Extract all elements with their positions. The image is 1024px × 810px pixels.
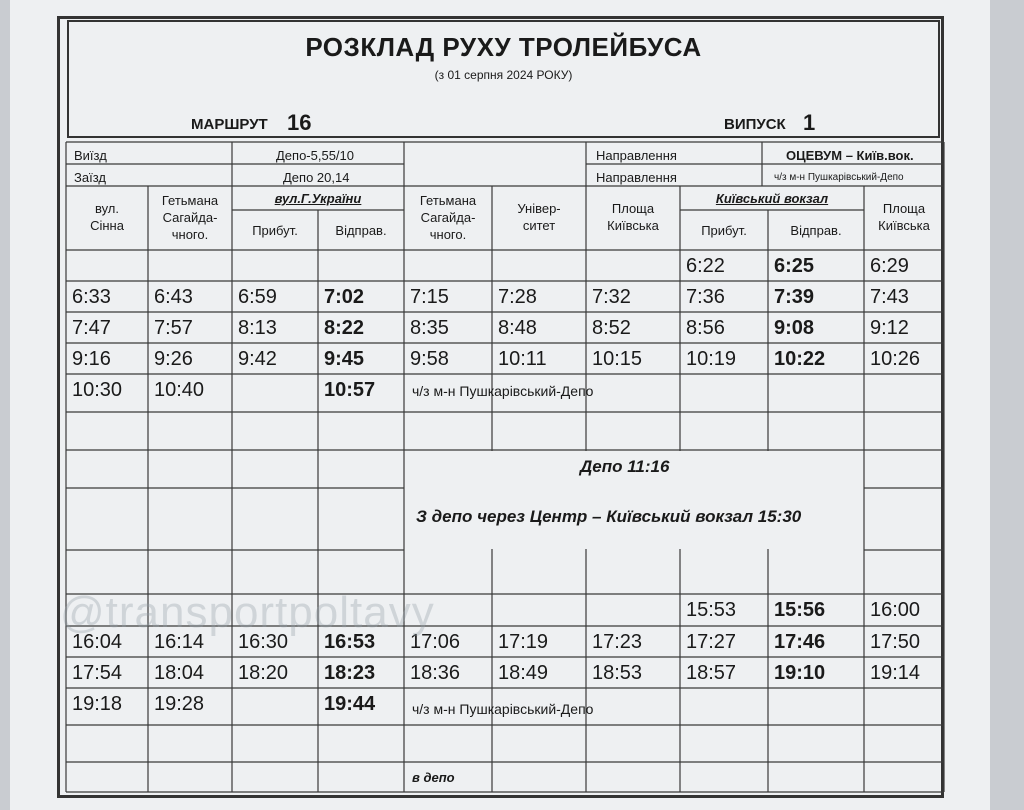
time-cell: 9:08 (774, 317, 815, 339)
time-cell: 7:43 (870, 286, 909, 308)
time-cell: 6:33 (72, 286, 111, 308)
time-cell: 10:57 (324, 379, 376, 401)
time-cell: 18:49 (498, 662, 549, 684)
time-cell: 10:22 (774, 348, 826, 370)
time-cell: 16:14 (154, 631, 205, 653)
entry-label: Заїзд (74, 170, 106, 185)
col-header-arrival-1: Прибут. (252, 223, 298, 238)
time-cell: 17:23 (592, 631, 643, 653)
time-cell: 17:06 (410, 631, 461, 653)
time-cell: 19:14 (870, 662, 921, 684)
time-cell: 6:25 (774, 255, 815, 277)
time-cell: 19:10 (774, 662, 826, 684)
time-cell: 18:20 (238, 662, 289, 684)
direction-value-2: ч/з м-н Пушкарівський-Депо (774, 172, 904, 183)
time-cell: 8:22 (324, 317, 365, 339)
time-cell: 7:57 (154, 317, 193, 339)
time-cell: 19:28 (154, 693, 205, 715)
note-row5: ч/з м-н Пушкарівський-Депо (412, 383, 594, 399)
time-cell: 10:15 (592, 348, 643, 370)
time-cell: 18:23 (324, 662, 376, 684)
time-cell: 10:40 (154, 379, 205, 401)
from-depot-note: З депо через Центр – Київський вокзал 15:30 (416, 507, 802, 526)
page-title: РОЗКЛАД РУХУ ТРОЛЕЙБУСА (305, 32, 702, 62)
col-header-hetmana-2: Гетьмана Сагайда- чного. (419, 193, 477, 242)
time-cell: 19:44 (324, 693, 376, 715)
time-cell: 9:58 (410, 348, 449, 370)
time-cell: 19:18 (72, 693, 123, 715)
time-cell: 18:36 (410, 662, 461, 684)
issue-label: ВИПУСК (724, 116, 786, 133)
time-cell: 18:53 (592, 662, 643, 684)
time-cell: 7:47 (72, 317, 111, 339)
col-group-station: Київський вокзал (715, 191, 829, 206)
watermark: @transportpoltavy (60, 588, 435, 637)
time-cell: 6:59 (238, 286, 277, 308)
time-cell: 16:04 (72, 631, 123, 653)
time-cell: 9:26 (154, 348, 193, 370)
time-cell: 6:43 (154, 286, 193, 308)
col-header-sinna: вул. Сінна (90, 201, 124, 233)
depot-note: Депо 11:16 (580, 457, 670, 476)
time-cell: 7:02 (324, 286, 365, 308)
direction-label-1: Направлення (596, 148, 677, 163)
time-cell: 16:30 (238, 631, 289, 653)
time-cell: 6:22 (686, 255, 725, 277)
col-header-kyivska: Площа Київська (607, 201, 659, 233)
exit-value: Депо-5,55/10 (276, 148, 355, 163)
time-cell: 17:50 (870, 631, 921, 653)
time-cell: 7:15 (410, 286, 449, 308)
col-group-ukrainy: вул.Г.України (274, 191, 362, 206)
col-header-departure-1: Відправ. (335, 223, 387, 238)
time-cell: 10:19 (686, 348, 737, 370)
col-header-arrival-2: Прибут. (701, 223, 747, 238)
issue-number: 1 (803, 110, 816, 135)
time-cell: 18:04 (154, 662, 205, 684)
time-cell: 7:32 (592, 286, 631, 308)
note-row-last: ч/з м-н Пушкарівський-Депо (412, 701, 594, 717)
time-cell: 9:16 (72, 348, 111, 370)
time-cell: 7:28 (498, 286, 537, 308)
col-header-hetmana: Гетьмана Сагайда- чного. (161, 193, 219, 242)
col-header-departure-2: Відправ. (790, 223, 842, 238)
entry-value: Депо 20,14 (283, 170, 350, 185)
direction-value-1: ОЦЕВУМ – Київ.вок. (786, 148, 914, 163)
time-cell: 17:19 (498, 631, 549, 653)
time-cell: 10:11 (498, 348, 547, 370)
page-subtitle: (з 01 серпня 2024 РОКУ) (434, 68, 573, 82)
time-cell: 9:45 (324, 348, 365, 370)
col-header-university: Універ- ситет (517, 201, 561, 233)
time-cell: 16:00 (870, 599, 921, 621)
time-cell: 8:52 (592, 317, 631, 339)
time-cell: 8:56 (686, 317, 725, 339)
time-cell: 10:26 (870, 348, 921, 370)
direction-label-2: Направлення (596, 170, 677, 185)
time-cell: 17:54 (72, 662, 123, 684)
col-header-kyivska-2: Площа Київська (878, 201, 930, 233)
to-depot-note: в депо (412, 770, 455, 785)
time-cell: 6:29 (870, 255, 909, 277)
time-cell: 9:42 (238, 348, 277, 370)
time-cell: 8:13 (238, 317, 277, 339)
time-cell: 10:30 (72, 379, 123, 401)
time-cell: 9:12 (870, 317, 909, 339)
time-cell: 17:27 (686, 631, 737, 653)
time-cell: 15:56 (774, 599, 826, 621)
time-cell: 18:57 (686, 662, 737, 684)
time-cell: 17:46 (774, 631, 826, 653)
time-cell: 7:39 (774, 286, 815, 308)
time-cell: 8:35 (410, 317, 449, 339)
route-number: 16 (287, 110, 312, 135)
time-cell: 16:53 (324, 631, 376, 653)
time-cell: 8:48 (498, 317, 537, 339)
time-cell: 15:53 (686, 599, 737, 621)
route-label: МАРШРУТ (191, 116, 268, 133)
time-cell: 7:36 (686, 286, 725, 308)
exit-label: Виїзд (74, 148, 107, 163)
